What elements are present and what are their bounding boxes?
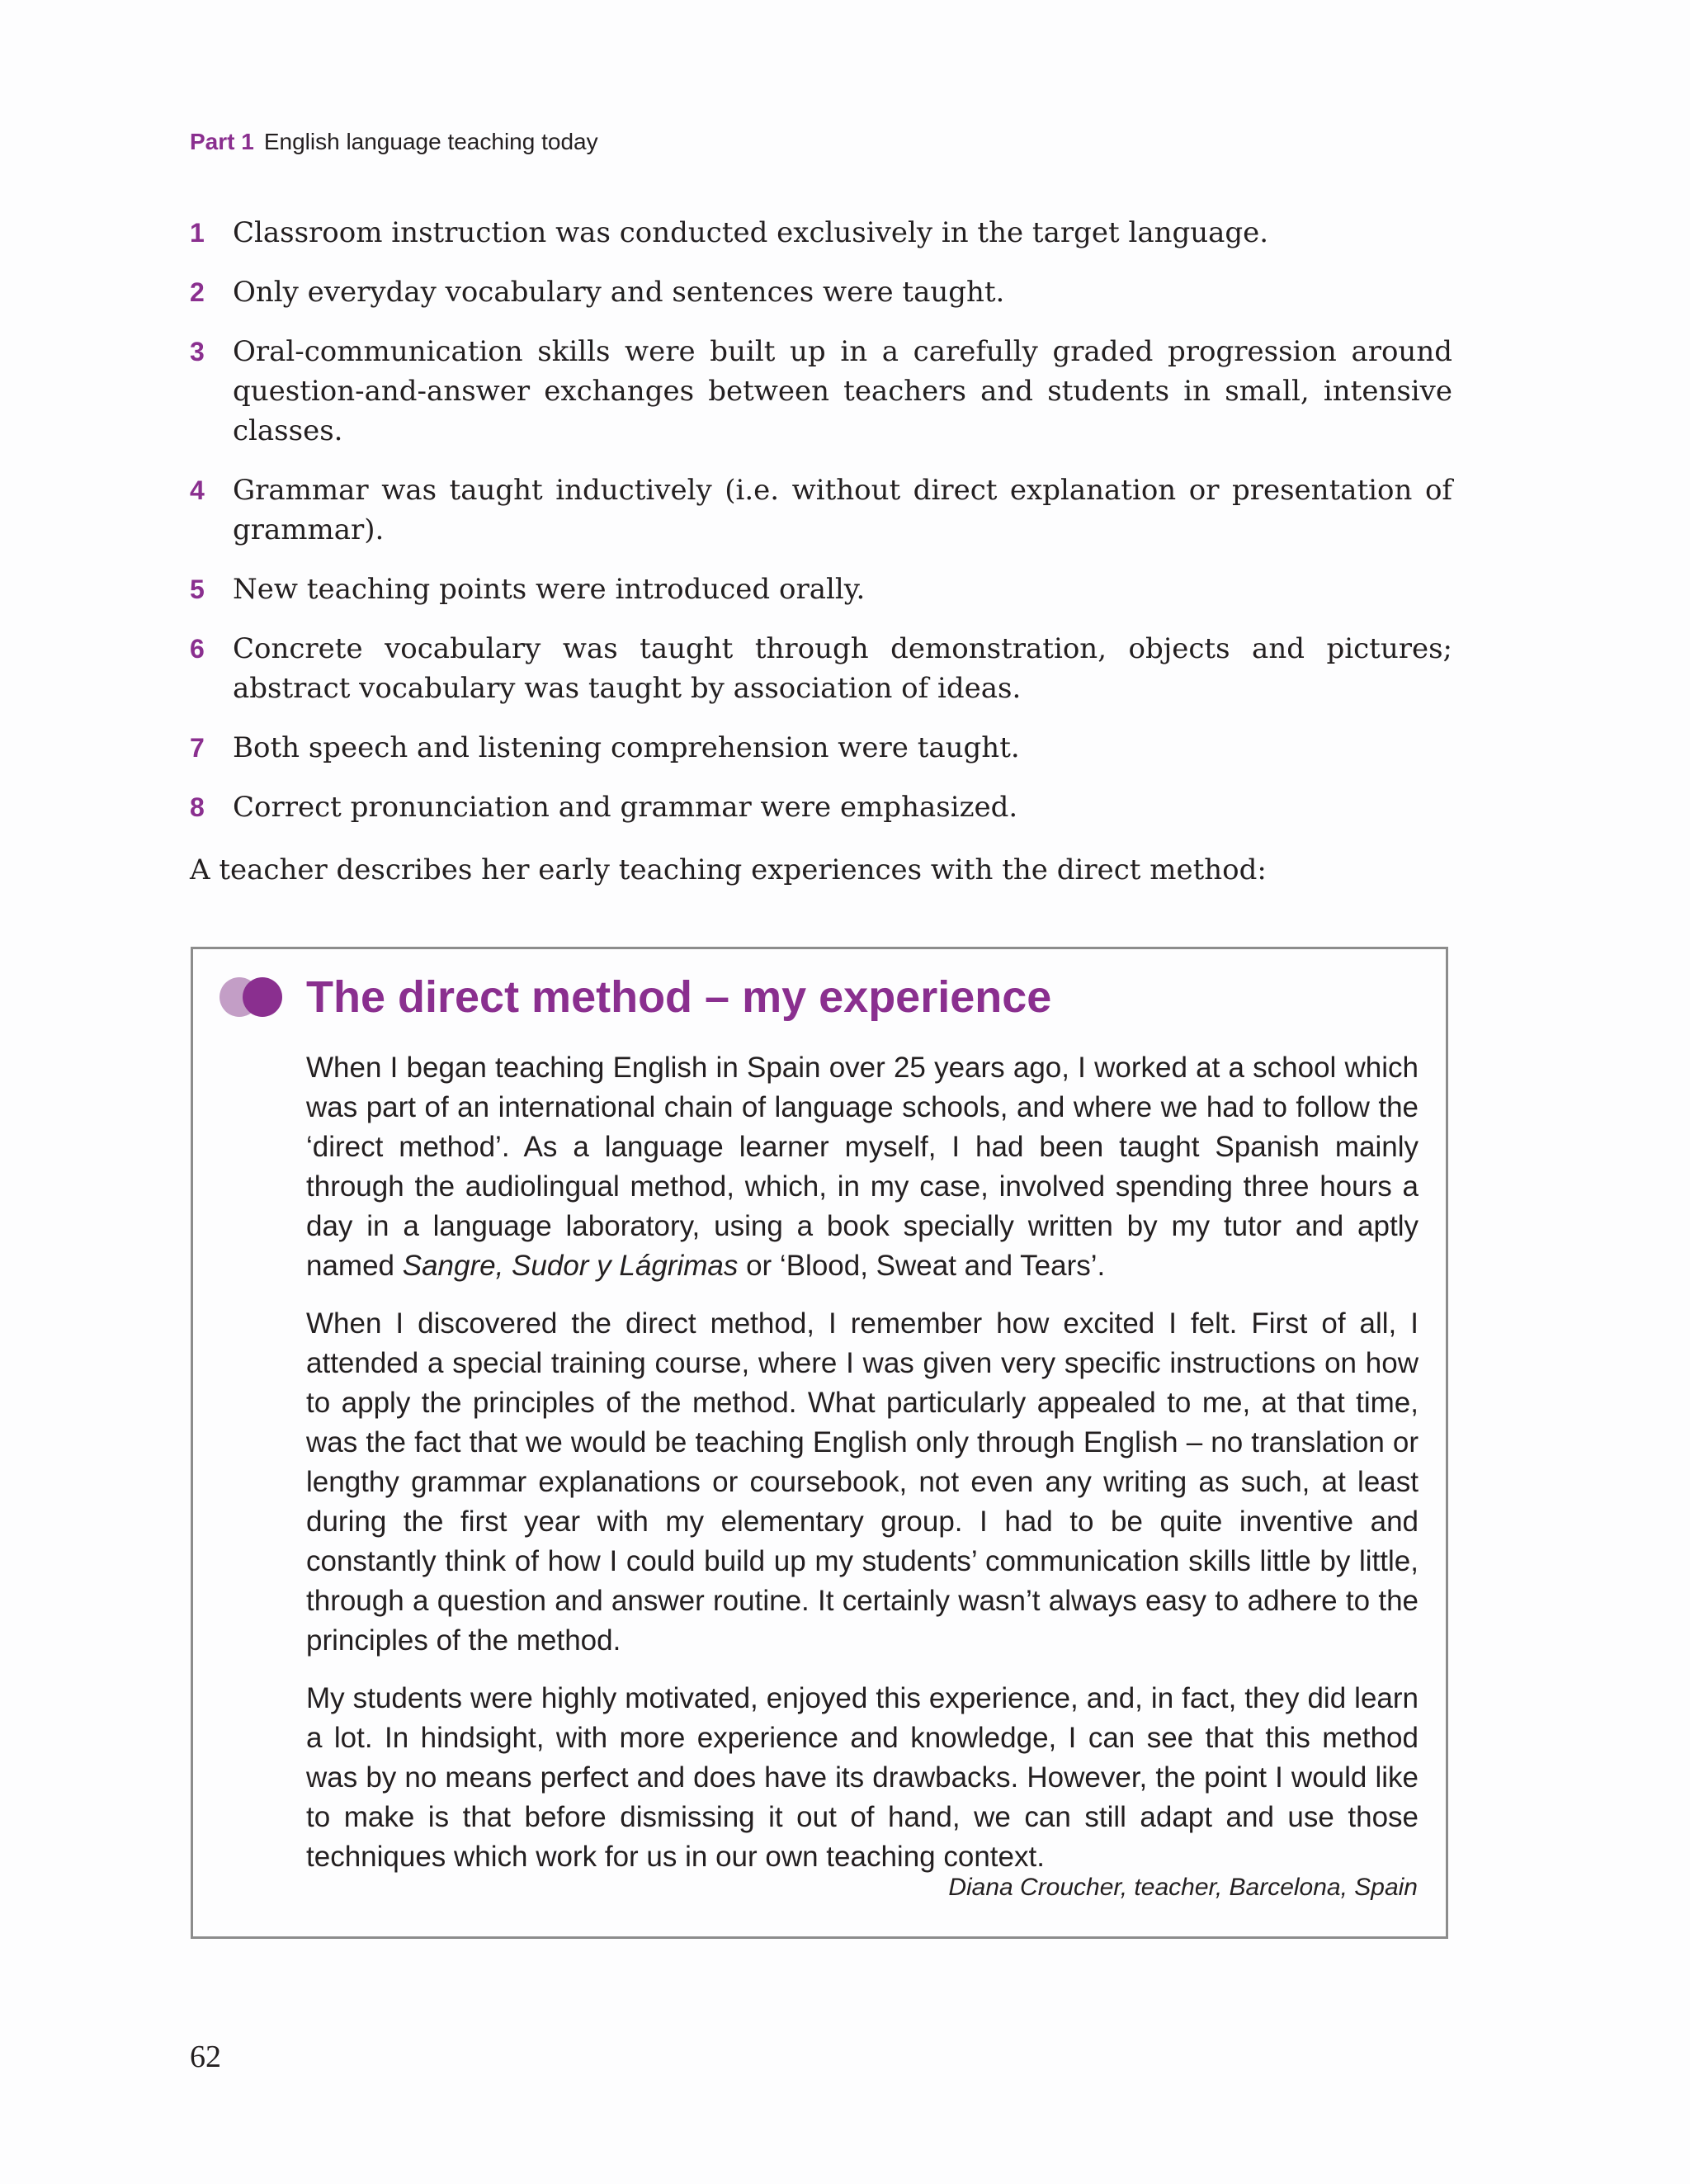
list-item [190, 470, 1452, 550]
list-number: 8 [190, 792, 205, 822]
list-text: Grammar was taught inductively (i.e. without direct explanation or presentation of grammar). [233, 474, 1452, 546]
list-item [190, 787, 1452, 827]
paragraph-1 [306, 1048, 1419, 1286]
box-body [306, 1048, 1419, 1895]
list-item [190, 213, 1452, 253]
section-title: English language teaching today [263, 129, 598, 154]
double-circle-icon [220, 974, 289, 1020]
list-item [190, 332, 1452, 451]
list-item [190, 272, 1452, 312]
list-text: Correct pronunciation and grammar were emphasized. [233, 791, 1018, 824]
paragraph-2: When I discovered the direct method, I remember how excited I felt. First of all, I attended a special training course, where I was given very specific instructions on how to apply the principles of the method. What particularly appealed to me, at that time, was the fact that we would be teaching English only through English – no translation or lengthy grammar explanations or coursebook, not even any writing as such, at least during the first year with my elementary group. I had to be quite inventive and constantly think of how I could build up my students’ communication skills little by little, through a question and answer routine. It certainly wasn’t always easy to adhere to the principles of the method. [306, 1307, 1419, 1657]
paragraph-1-text: When I began teaching English in Spain over 25 years ago, I worked at a school which was part of an international chain of language schools, and where we had to follow the ‘direct method’. As a language learner myself, I had been taught Spanish mainly through the audiolingual method, which, in my case, involved spending three hours a day in a language laboratory, using a book specially written by my tutor and aptly named [306, 1052, 1419, 1282]
running-head [190, 129, 598, 155]
circle-dark [243, 977, 282, 1017]
list-number: 1 [190, 218, 205, 248]
paragraph-3: My students were highly motivated, enjoyed this experience, and, in fact, they did learn a lot. In hindsight, with more experience and knowledge, I can see that this method was by no means perfect and does have its drawbacks. However, the point I would like to make is that before dismissing it out of hand, we can still adapt and use those techniques which work for us in our own teaching context. [306, 1682, 1419, 1873]
list-item [190, 629, 1452, 708]
list-item [190, 728, 1452, 768]
list-number: 2 [190, 277, 205, 307]
experience-box [191, 947, 1448, 1939]
paragraph-1-text-end: or ‘Blood, Sweat and Tears’. [738, 1250, 1106, 1282]
page-number: 62 [190, 2040, 221, 2074]
list-number: 3 [190, 337, 205, 366]
numbered-list [190, 213, 1452, 847]
list-text: Concrete vocabulary was taught through demonstration, objects and pictures; abstract vocabulary was taught by association of ideas. [233, 632, 1452, 705]
part-label: Part 1 [190, 129, 254, 154]
box-title: The direct method – my experience [306, 972, 1052, 1022]
list-text: Classroom instruction was conducted exclusively in the target language. [233, 216, 1269, 249]
list-text: Both speech and listening comprehension were taught. [233, 731, 1020, 764]
list-text: New teaching points were introduced orally. [233, 573, 866, 606]
intro-text: A teacher describes her early teaching experiences with the direct method: [190, 853, 1267, 886]
list-number: 5 [190, 574, 205, 604]
list-text: Oral-communication skills were built up in a carefully graded progression around question-and-answer exchanges between teachers and students in small, intensive classes. [233, 335, 1452, 447]
book-title: Sangre, Sudor y Lágrimas [402, 1250, 739, 1282]
list-text: Only everyday vocabulary and sentences were taught. [233, 276, 1005, 309]
list-number: 4 [190, 475, 205, 505]
signature: Diana Croucher, teacher, Barcelona, Spain [948, 1874, 1418, 1901]
list-number: 7 [190, 733, 205, 763]
list-number: 6 [190, 634, 205, 664]
list-item [190, 570, 1452, 609]
